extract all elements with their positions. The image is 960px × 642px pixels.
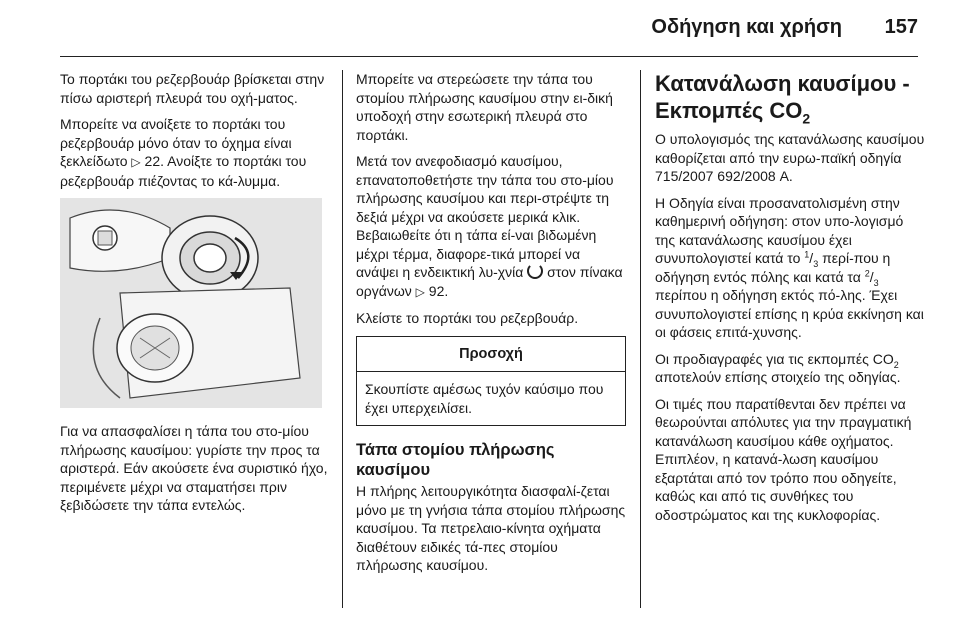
fuel-filler-illustration: [60, 198, 322, 408]
caution-text: Σκουπίστε αμέσως τυχόν καύσιμο που έχει υπερχειλίσει.: [365, 381, 604, 416]
paragraph-text: Μετά τον ανεφοδιασμό καυσίμου, επανατοποθετήστε την τάπα του στο-μίου πλήρωσης καυσίμου και περι-στρέψτε τη δεξιά μέχρι να ακούσετε μερικά κλικ. Βεβαιωθείτε ότι η τάπα εί-ναι βιδωμένη μέχρι τέρμα, διαφορε-τικά μπορεί να ανάψει η ενδεικτική λυ-χνία: [356, 153, 614, 280]
header-title: Οδήγηση και χρήση: [651, 16, 842, 38]
paragraph-text: .: [444, 282, 449, 299]
section-title: Κατανάλωση καυσίμου - Εκπομπές $CO_2$: [655, 71, 910, 127]
paragraph-text: . Ανοίξτε το πορτάκι του ρεζερβουάρ πιέζοντας το κά-λυμμα.: [60, 153, 307, 189]
caution-box: [356, 336, 626, 427]
paragraph-text: Μπορείτε να ανοίξετε το πορτάκι του ρεζερβουάρ μόνο όταν το όχημα είναι ξεκλείδωτο: [60, 116, 292, 169]
caution-title: Προσοχή: [357, 337, 625, 373]
paragraph: Η πλήρης λειτουργικότητα διασφαλί-ζεται μόνο με τη γνήσια τάπα στομίου πλήρωσης καυσίμου. Τα πετρελαιο-κίνητα οχήματα διαθέτουν ειδικές τά-πες στομίου πλήρωσης καυσίμου.: [356, 483, 626, 573]
header-rule: [60, 56, 918, 57]
column-2: [356, 70, 626, 583]
page-ref-arrow-icon: ▷: [415, 284, 425, 299]
column-3: [655, 70, 925, 532]
page-reference[interactable]: 22: [144, 153, 161, 169]
paragraph: Οι τιμές που παρατίθενται δεν πρέπει να θεωρούνται απόλυτες για την πραγματική κατανάλωση καυσίμου κάθε οχήματος. Επιπλέον, η κατανά-λωση καυσίμου εξαρτάται από τον τρόπο που οδηγείτε, καθώς και από τις συνθήκες του οδοστρώματος και της κυκλοφορίας.: [655, 395, 912, 523]
fuel-cap-warning-icon: [527, 263, 543, 279]
page-number: 157: [884, 16, 918, 38]
paragraph: Η Οδηγία είναι προσανατολισμένη στην καθημερινή οδήγηση: στον υπο-λογισμό της κατανάλωσης καυσίμου έχει συνυπολογιστεί κατά το $^1/_3$ περί-που η οδήγηση εντός πόλης και κατά τα $^2/_3$ περίπου η οδήγηση εκτός πό-λης. Έχει συνυπολογιστεί επίσης η κρύα εκκίνηση και οι φάσεις επιτά-χυνσης.: [655, 194, 924, 340]
column-1: [60, 70, 328, 523]
paragraph: Το πορτάκι του ρεζερβουάρ βρίσκεται στην πίσω αριστερή πλευρά του οχή-ματος.: [60, 71, 325, 106]
paragraph: Οι προδιαγραφές για τις εκπομπές $CO_2$ αποτελούν επίσης στοιχείο της οδηγίας.: [655, 350, 901, 385]
paragraph: [60, 115, 328, 190]
paragraph: Για να απασφαλίσει η τάπα του στο-μίου πλήρωσης καυσίμου: γυρίστε την προς τα αριστερά. Εάν ακούσετε ένα συριστικό ήχο, περιμένετε μέχρι να σταματήσει πριν ξεβιδώσετε την τάπα εντελώς.: [60, 423, 328, 513]
page-ref-arrow-icon: ▷: [131, 155, 141, 169]
paragraph: Κλείστε το πορτάκι του ρεζερβουάρ.: [356, 310, 579, 326]
paragraph: Μπορείτε να στερεώσετε την τάπα του στομίου πλήρωσης καυσίμου στην ει-δική υποδοχή στην εσωτερική πλευρά στο πορτάκι.: [356, 71, 613, 143]
page-reference[interactable]: 92: [428, 282, 445, 299]
column-divider: [342, 70, 343, 608]
paragraph-text: στον πίνακα οργάνων: [356, 264, 623, 299]
section-heading: Τάπα στομίου πλήρωσης καυσίμου: [356, 441, 555, 479]
column-divider: [640, 70, 641, 608]
paragraph: [356, 152, 626, 301]
page-header: [0, 0, 960, 58]
paragraph: Ο υπολογισμός της κατανάλωσης καυσίμου καθορίζεται από την ευρω-παϊκή οδηγία 715/2007 692/2008 A.: [655, 131, 925, 184]
fuel-cap-drawing-icon: [60, 198, 322, 408]
